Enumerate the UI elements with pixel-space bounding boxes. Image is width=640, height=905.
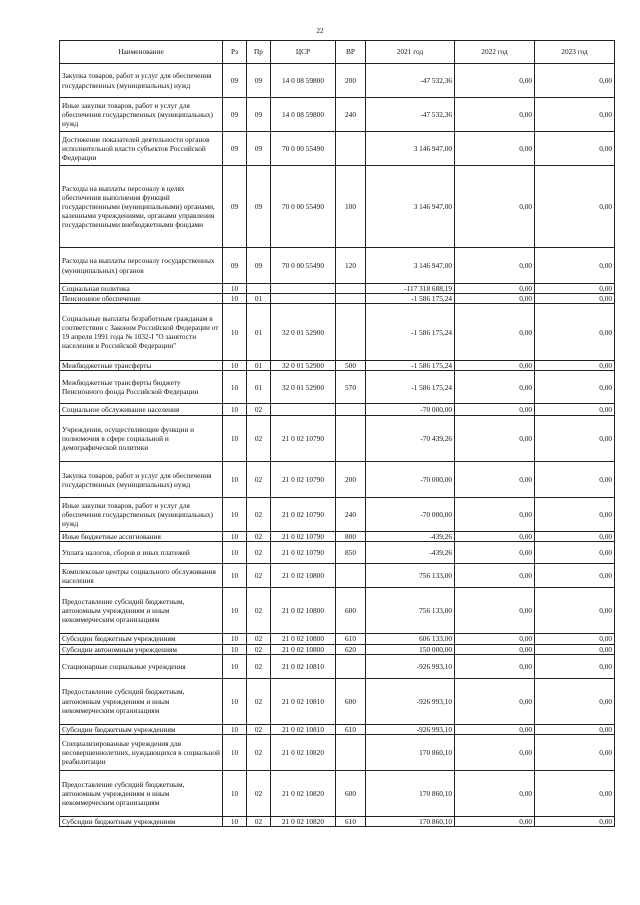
cell-rz: 10 [223,724,247,734]
header-row [60,41,615,64]
cell-2022: 0,00 [455,532,535,542]
cell-2022: 0,00 [455,98,535,132]
cell-2023: 0,00 [535,644,615,654]
cell-rz: 10 [223,404,247,416]
cell-pr: 02 [247,542,271,564]
cell-2022: 0,00 [455,770,535,816]
cell-vr: 800 [336,532,366,542]
cell-2023: 0,00 [535,284,615,294]
cell-csr: 21 0 02 10800 [271,644,336,654]
cell-name: Комплексные центры социального обслуживания населения [60,564,223,588]
cell-vr: 120 [336,248,366,284]
cell-2022: 0,00 [455,304,535,361]
cell-name: Социальное обслуживание населения [60,404,223,416]
cell-csr [271,284,336,294]
cell-2022: 0,00 [455,724,535,734]
cell-csr: 21 0 02 10800 [271,564,336,588]
table-row [60,132,615,166]
cell-name: Закупка товаров, работ и услуг для обеспечения государственных (муниципальных) нужд [60,462,223,498]
cell-name: Межбюджетные трансферты [60,361,223,371]
cell-vr [336,564,366,588]
cell-2023: 0,00 [535,816,615,826]
cell-name: Уплата налогов, сборов и иных платежей [60,542,223,564]
cell-pr: 01 [247,361,271,371]
cell-2021: -1 586 175,24 [366,371,455,404]
cell-2023: 0,00 [535,634,615,644]
cell-2023: 0,00 [535,361,615,371]
cell-pr: 02 [247,416,271,462]
cell-2023: 0,00 [535,462,615,498]
cell-2023: 0,00 [535,64,615,98]
cell-pr: 02 [247,634,271,644]
table-row [60,361,615,371]
cell-name: Предоставление субсидий бюджетным, автономным учреждениям и иным некоммерческим организациям [60,770,223,816]
cell-rz: 09 [223,248,247,284]
cell-name: Закупка товаров, работ и услуг для обеспечения государственных (муниципальных) нужд [60,64,223,98]
cell-rz: 10 [223,644,247,654]
cell-2022: 0,00 [455,462,535,498]
table-row [60,532,615,542]
cell-csr: 21 0 02 10790 [271,462,336,498]
cell-csr: 32 0 01 52900 [271,361,336,371]
cell-vr: 600 [336,678,366,724]
cell-vr [336,404,366,416]
cell-2023: 0,00 [535,371,615,404]
cell-2022: 0,00 [455,361,535,371]
cell-2021: 3 146 947,00 [366,132,455,166]
cell-2021: -926 993,10 [366,678,455,724]
cell-2023: 0,00 [535,678,615,724]
cell-pr: 02 [247,678,271,724]
cell-pr: 02 [247,770,271,816]
cell-vr [336,294,366,304]
cell-2021: -1 586 175,24 [366,304,455,361]
cell-2021: -70 000,00 [366,498,455,532]
cell-2022: 0,00 [455,498,535,532]
cell-2023: 0,00 [535,248,615,284]
table-row [60,304,615,361]
table-row [60,284,615,294]
cell-2021: -70 000,00 [366,462,455,498]
cell-pr: 09 [247,166,271,248]
table-row [60,166,615,248]
cell-2021: -926 993,10 [366,654,455,678]
cell-2021: -70 000,00 [366,404,455,416]
cell-csr: 14 0 08 59800 [271,64,336,98]
table-row [60,542,615,564]
cell-rz: 10 [223,532,247,542]
cell-rz: 10 [223,294,247,304]
cell-2021: 170 860,10 [366,816,455,826]
cell-csr: 21 0 02 10790 [271,542,336,564]
cell-vr: 200 [336,64,366,98]
cell-vr [336,132,366,166]
cell-vr [336,284,366,294]
cell-2023: 0,00 [535,542,615,564]
cell-2021: -117 318 688,19 [366,284,455,294]
cell-2023: 0,00 [535,416,615,462]
cell-csr: 14 0 08 59800 [271,98,336,132]
cell-2022: 0,00 [455,542,535,564]
cell-vr: 240 [336,98,366,132]
cell-name: Стационарные социальные учреждения [60,654,223,678]
table-row [60,634,615,644]
cell-2021: 756 133,00 [366,564,455,588]
cell-csr: 32 0 01 52900 [271,304,336,361]
table-row [60,98,615,132]
cell-name: Субсидии бюджетным учреждениям [60,816,223,826]
cell-name: Пенсионное обеспечение [60,294,223,304]
cell-csr: 21 0 02 10820 [271,816,336,826]
cell-2022: 0,00 [455,678,535,724]
cell-2022: 0,00 [455,588,535,634]
cell-2022: 0,00 [455,404,535,416]
cell-csr: 21 0 02 10820 [271,734,336,770]
table-row [60,644,615,654]
cell-rz: 10 [223,304,247,361]
cell-name: Предоставление субсидий бюджетным, автономным учреждениям и иным некоммерческим организациям [60,588,223,634]
cell-pr: 09 [247,98,271,132]
table-row [60,678,615,724]
cell-name: Субсидии бюджетным учреждениям [60,634,223,644]
cell-vr: 200 [336,462,366,498]
table-row [60,816,615,826]
cell-2023: 0,00 [535,770,615,816]
cell-name: Учреждения, осуществляющие функции и полномочия в сфере социальной и демографической политики [60,416,223,462]
cell-rz: 10 [223,462,247,498]
cell-vr: 600 [336,770,366,816]
cell-rz: 09 [223,64,247,98]
cell-vr: 610 [336,634,366,644]
cell-2021: 3 146 947,00 [366,248,455,284]
cell-vr [336,654,366,678]
table-row [60,564,615,588]
cell-2023: 0,00 [535,532,615,542]
cell-rz: 10 [223,564,247,588]
cell-csr: 21 0 02 10820 [271,770,336,816]
cell-2023: 0,00 [535,498,615,532]
cell-2021: 170 860,10 [366,770,455,816]
cell-vr: 500 [336,361,366,371]
table-row [60,416,615,462]
budget-table [59,40,615,827]
cell-csr: 21 0 02 10810 [271,654,336,678]
cell-rz: 10 [223,542,247,564]
cell-name: Иные закупки товаров, работ и услуг для обеспечения государственных (муниципальных) нужд [60,98,223,132]
cell-pr: 02 [247,462,271,498]
cell-vr: 610 [336,816,366,826]
cell-pr: 02 [247,404,271,416]
cell-rz: 10 [223,678,247,724]
cell-2022: 0,00 [455,371,535,404]
cell-2022: 0,00 [455,634,535,644]
cell-pr: 09 [247,132,271,166]
cell-vr: 570 [336,371,366,404]
cell-pr: 01 [247,304,271,361]
table-row [60,294,615,304]
cell-pr: 02 [247,734,271,770]
cell-pr: 02 [247,498,271,532]
cell-2022: 0,00 [455,654,535,678]
cell-csr [271,294,336,304]
cell-2021: 170 860,10 [366,734,455,770]
cell-vr [336,304,366,361]
cell-vr [336,734,366,770]
cell-csr: 21 0 02 10790 [271,532,336,542]
header-rz: Рз [223,41,247,64]
cell-rz: 09 [223,166,247,248]
header-pr: Пр [247,41,271,64]
cell-rz: 10 [223,816,247,826]
cell-2023: 0,00 [535,132,615,166]
cell-2023: 0,00 [535,304,615,361]
cell-name: Субсидии бюджетным учреждениям [60,724,223,734]
header-csr: ЦСР [271,41,336,64]
cell-rz: 10 [223,734,247,770]
cell-2021: -70 439,26 [366,416,455,462]
cell-name: Специализированные учреждения для несовершеннолетних, нуждающихся в социальной реабилитации [60,734,223,770]
cell-pr: 02 [247,532,271,542]
cell-rz: 10 [223,654,247,678]
cell-csr: 21 0 02 10790 [271,416,336,462]
cell-pr [247,284,271,294]
table-row [60,462,615,498]
table-row [60,734,615,770]
cell-name: Достижение показателей деятельности органов исполнительной власти субъектов Российской Федерации [60,132,223,166]
cell-2021: -926 993,10 [366,724,455,734]
cell-csr: 21 0 02 10810 [271,724,336,734]
cell-vr: 240 [336,498,366,532]
cell-csr: 70 0 00 55490 [271,248,336,284]
cell-rz: 10 [223,361,247,371]
cell-2021: 3 146 947,00 [366,166,455,248]
cell-name: Межбюджетные трансферты бюджету Пенсионного фонда Российской Федерации [60,371,223,404]
cell-csr: 70 0 00 55490 [271,166,336,248]
cell-2023: 0,00 [535,734,615,770]
cell-rz: 10 [223,634,247,644]
page-number: 22 [316,27,324,35]
table-row [60,654,615,678]
cell-vr: 100 [336,166,366,248]
cell-pr: 02 [247,654,271,678]
cell-name: Иные бюджетные ассигнования [60,532,223,542]
cell-name: Социальная политика [60,284,223,294]
cell-pr: 09 [247,64,271,98]
cell-name: Расходы на выплаты персоналу в целях обеспечения выполнения функций государственными (муниципальными) органами, казенными учреждениями, органами управления государственными внебюджетными фондами [60,166,223,248]
cell-2022: 0,00 [455,644,535,654]
cell-rz: 09 [223,132,247,166]
cell-rz: 10 [223,498,247,532]
cell-name: Расходы на выплаты персоналу государственных (муниципальных) органов [60,248,223,284]
header-2023: 2023 год [535,41,615,64]
cell-2022: 0,00 [455,294,535,304]
cell-rz: 09 [223,98,247,132]
cell-pr: 02 [247,816,271,826]
cell-2022: 0,00 [455,816,535,826]
cell-2021: -439,26 [366,542,455,564]
cell-vr: 850 [336,542,366,564]
cell-name: Предоставление субсидий бюджетным, автономным учреждениям и иным некоммерческим организациям [60,678,223,724]
cell-2022: 0,00 [455,166,535,248]
cell-vr: 620 [336,644,366,654]
cell-pr: 09 [247,248,271,284]
cell-2022: 0,00 [455,416,535,462]
cell-2022: 0,00 [455,284,535,294]
cell-2023: 0,00 [535,404,615,416]
cell-2023: 0,00 [535,166,615,248]
cell-pr: 02 [247,724,271,734]
cell-2021: -47 532,36 [366,64,455,98]
cell-rz: 10 [223,416,247,462]
cell-pr: 02 [247,564,271,588]
cell-2021: 150 000,00 [366,644,455,654]
table-row [60,371,615,404]
cell-2022: 0,00 [455,248,535,284]
cell-2021: 756 133,00 [366,588,455,634]
cell-csr: 21 0 02 10790 [271,498,336,532]
cell-rz: 10 [223,588,247,634]
table-row [60,588,615,634]
cell-2021: 606 133,00 [366,634,455,644]
cell-rz: 10 [223,770,247,816]
header-2021: 2021 год [366,41,455,64]
cell-name: Иные закупки товаров, работ и услуг для обеспечения государственных (муниципальных) нужд [60,498,223,532]
cell-pr: 01 [247,294,271,304]
cell-2023: 0,00 [535,294,615,304]
table-row [60,248,615,284]
cell-2023: 0,00 [535,98,615,132]
cell-name: Субсидии автономным учреждениям [60,644,223,654]
cell-rz: 10 [223,284,247,294]
header-2022: 2022 год [455,41,535,64]
cell-2022: 0,00 [455,564,535,588]
cell-csr: 21 0 02 10800 [271,588,336,634]
table-row [60,724,615,734]
table-row [60,404,615,416]
cell-2021: -439,26 [366,532,455,542]
cell-csr: 21 0 02 10810 [271,678,336,724]
cell-pr: 02 [247,588,271,634]
cell-csr: 21 0 02 10800 [271,634,336,644]
cell-csr [271,404,336,416]
cell-pr: 01 [247,371,271,404]
cell-vr [336,416,366,462]
cell-2022: 0,00 [455,132,535,166]
cell-2023: 0,00 [535,564,615,588]
table-row [60,64,615,98]
cell-2023: 0,00 [535,724,615,734]
table-row [60,498,615,532]
cell-2023: 0,00 [535,588,615,634]
cell-vr: 610 [336,724,366,734]
cell-name: Социальные выплаты безработным гражданам в соответствии с Законом Российской Федерации от 19 апреля 1991 года № 1032-I "О занятости населения в Российской Федерации" [60,304,223,361]
header-name: Наименование [60,41,223,64]
cell-rz: 10 [223,371,247,404]
cell-vr: 600 [336,588,366,634]
cell-2021: -1 586 175,24 [366,361,455,371]
table-body [60,64,615,827]
cell-2022: 0,00 [455,64,535,98]
cell-2023: 0,00 [535,654,615,678]
cell-2021: -1 586 175,24 [366,294,455,304]
cell-csr: 70 0 00 55490 [271,132,336,166]
header-vr: ВР [336,41,366,64]
cell-2021: -47 532,36 [366,98,455,132]
table-row [60,770,615,816]
cell-2022: 0,00 [455,734,535,770]
cell-pr: 02 [247,644,271,654]
cell-csr: 32 0 01 52900 [271,371,336,404]
